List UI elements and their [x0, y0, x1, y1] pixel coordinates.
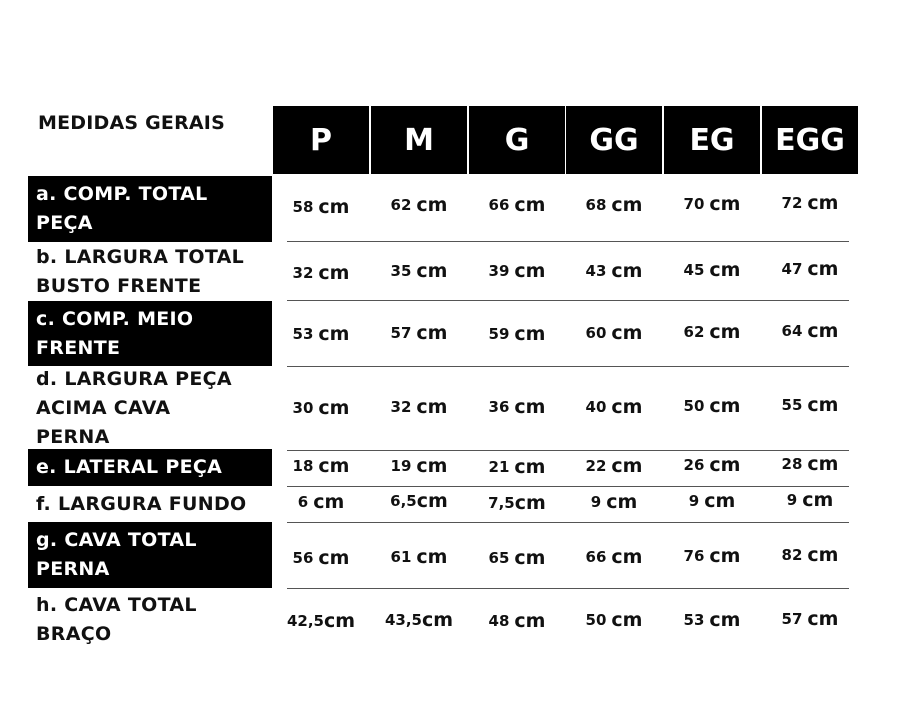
measurement-unit: cm	[802, 489, 834, 511]
measurement-cell	[761, 255, 859, 283]
measurement-value: 9	[688, 492, 700, 510]
measurement-unit: cm	[416, 490, 448, 512]
measurement-cell	[468, 191, 566, 219]
measurement-value: 21	[488, 458, 510, 476]
measurement-value: 62	[390, 196, 412, 214]
measurement-unit: cm	[318, 547, 350, 569]
measurement-cell	[468, 393, 566, 421]
measurement-value: 43	[585, 262, 607, 280]
measurement-unit: cm	[318, 262, 350, 284]
row-divider	[287, 300, 849, 301]
row-label-d: d. LARGURA PEÇA ACIMA CAVA PERNA	[28, 366, 272, 450]
measurement-value: 72	[781, 194, 803, 212]
measurement-value: 57	[390, 324, 412, 342]
measurement-cell	[370, 487, 468, 515]
measurement-cell	[272, 607, 370, 635]
measurement-cell	[663, 606, 761, 634]
measurement-cell	[565, 543, 663, 571]
measurement-unit: cm	[807, 320, 839, 342]
measurement-cell	[761, 450, 859, 478]
measurement-cell	[272, 452, 370, 480]
measurement-cell	[468, 544, 566, 572]
measurement-value: 6	[297, 493, 309, 511]
measurement-cell	[272, 544, 370, 572]
measurement-value: 60	[585, 324, 607, 342]
measurement-value: 19	[390, 457, 412, 475]
measurement-cell	[663, 451, 761, 479]
measurement-cell	[468, 489, 566, 517]
measurement-value: 61	[390, 548, 412, 566]
measurement-unit: cm	[416, 396, 448, 418]
measurement-cell	[468, 453, 566, 481]
measurement-unit: cm	[318, 196, 350, 218]
measurement-cell	[370, 393, 468, 421]
measurement-cell	[370, 606, 468, 634]
measurement-unit: cm	[416, 455, 448, 477]
measurement-unit: cm	[611, 194, 643, 216]
measurement-unit: cm	[709, 193, 741, 215]
row-label-g: g. CAVA TOTAL PERNA	[28, 522, 272, 588]
measurement-cell	[565, 257, 663, 285]
measurement-unit: cm	[514, 610, 546, 632]
measurement-unit: cm	[611, 260, 643, 282]
row-divider	[287, 450, 849, 451]
measurement-cell	[272, 488, 370, 516]
measurement-cell	[565, 452, 663, 480]
measurement-unit: cm	[709, 321, 741, 343]
measurement-unit: cm	[807, 608, 839, 630]
measurement-cell	[663, 190, 761, 218]
row-divider	[287, 588, 849, 589]
row-label-e: e. LATERAL PEÇA	[28, 449, 272, 486]
measurement-value: 6,5	[390, 492, 417, 510]
measurement-value: 36	[488, 398, 510, 416]
measurement-cell	[663, 487, 761, 515]
measurement-value: 48	[488, 612, 510, 630]
measurement-unit: cm	[318, 397, 350, 419]
measurement-cell	[565, 191, 663, 219]
measurement-unit: cm	[709, 609, 741, 631]
measurement-value: 30	[292, 399, 314, 417]
measurement-cell	[370, 319, 468, 347]
measurement-value: 50	[585, 611, 607, 629]
size-header-m: M	[371, 106, 467, 174]
measurement-value: 32	[292, 264, 314, 282]
measurement-unit: cm	[807, 544, 839, 566]
measurement-value: 22	[585, 457, 607, 475]
measurement-value: 82	[781, 546, 803, 564]
measurement-value: 39	[488, 262, 510, 280]
measurement-cell	[761, 605, 859, 633]
measurement-unit: cm	[323, 610, 356, 632]
measurement-unit: cm	[807, 394, 839, 416]
measurement-value: 58	[292, 198, 314, 216]
measurement-value: 68	[585, 196, 607, 214]
measurement-cell	[272, 259, 370, 287]
table-title: MEDIDAS GERAIS	[38, 112, 225, 134]
measurement-value: 9	[786, 491, 798, 509]
row-divider	[287, 241, 849, 242]
measurement-unit: cm	[514, 547, 546, 569]
size-header-gg: GG	[566, 106, 662, 174]
measurement-unit: cm	[416, 194, 448, 216]
measurement-value: 42,5	[286, 612, 324, 630]
measurement-value: 57	[781, 610, 803, 628]
measurement-value: 26	[683, 456, 705, 474]
measurement-unit: cm	[709, 545, 741, 567]
measurement-unit: cm	[611, 609, 643, 631]
measurement-cell	[272, 320, 370, 348]
measurement-unit: cm	[709, 454, 741, 476]
measurement-unit: cm	[421, 609, 454, 631]
measurement-value: 56	[292, 549, 314, 567]
size-header-eg: EG	[664, 106, 760, 174]
measurement-value: 66	[585, 548, 607, 566]
measurement-unit: cm	[318, 455, 350, 477]
measurement-cell	[272, 394, 370, 422]
measurement-cell	[370, 452, 468, 480]
measurement-unit: cm	[611, 396, 643, 418]
measurement-value: 47	[781, 260, 803, 278]
measurement-cell	[272, 193, 370, 221]
measurement-cell	[761, 486, 859, 514]
measurement-unit: cm	[514, 260, 546, 282]
measurement-value: 50	[683, 397, 705, 415]
measurement-cell	[565, 488, 663, 516]
measurement-cell	[761, 189, 859, 217]
measurement-unit: cm	[807, 192, 839, 214]
row-label-b: b. LARGURA TOTAL BUSTO FRENTE	[28, 243, 272, 301]
measurement-value: 65	[488, 549, 510, 567]
measurement-value: 59	[488, 325, 510, 343]
measurement-unit: cm	[514, 456, 546, 478]
measurement-unit: cm	[416, 322, 448, 344]
measurement-value: 43,5	[384, 611, 422, 629]
measurement-unit: cm	[313, 491, 345, 513]
measurement-unit: cm	[514, 194, 546, 216]
measurement-cell	[663, 392, 761, 420]
measurement-unit: cm	[416, 260, 448, 282]
measurement-value: 9	[590, 493, 602, 511]
measurement-unit: cm	[514, 396, 546, 418]
row-label-h: h. CAVA TOTAL BRAÇO	[28, 590, 272, 650]
measurement-unit: cm	[514, 323, 546, 345]
measurement-unit: cm	[611, 455, 643, 477]
measurement-value: 70	[683, 195, 705, 213]
measurement-value: 64	[781, 322, 803, 340]
measurement-unit: cm	[611, 322, 643, 344]
measurement-value: 35	[390, 262, 412, 280]
measurement-cell	[761, 391, 859, 419]
measurement-cell	[468, 257, 566, 285]
measurement-unit: cm	[709, 259, 741, 281]
measurement-value: 7,5	[488, 494, 515, 512]
measurement-value: 53	[292, 325, 314, 343]
measurement-unit: cm	[807, 258, 839, 280]
measurement-cell	[468, 607, 566, 635]
measurement-value: 18	[292, 457, 314, 475]
measurement-cell	[663, 256, 761, 284]
measurement-unit: cm	[704, 490, 736, 512]
row-label-c: c. COMP. MEIO FRENTE	[28, 301, 272, 367]
size-header-p: P	[273, 106, 369, 174]
measurement-cell	[761, 541, 859, 569]
measurement-unit: cm	[514, 492, 546, 514]
size-header-g: G	[469, 106, 565, 174]
measurement-value: 76	[683, 547, 705, 565]
measurement-value: 28	[781, 455, 803, 473]
size-header-egg: EGG	[762, 106, 858, 174]
measurement-cell	[468, 320, 566, 348]
measurement-cell	[370, 191, 468, 219]
measurement-cell	[370, 543, 468, 571]
row-label-a: a. COMP. TOTAL PEÇA	[28, 176, 272, 242]
measurement-value: 40	[585, 398, 607, 416]
row-divider	[287, 366, 849, 367]
row-label-f: f. LARGURA FUNDO	[28, 486, 272, 522]
measurement-value: 62	[683, 323, 705, 341]
measurement-unit: cm	[709, 395, 741, 417]
row-divider	[287, 486, 849, 487]
measurement-cell	[565, 606, 663, 634]
row-divider	[287, 522, 849, 523]
measurement-unit: cm	[416, 546, 448, 568]
measurement-unit: cm	[318, 323, 350, 345]
measurement-value: 45	[683, 261, 705, 279]
measurement-value: 53	[683, 611, 705, 629]
measurement-unit: cm	[611, 546, 643, 568]
measurement-value: 32	[390, 398, 412, 416]
measurement-cell	[663, 542, 761, 570]
measurement-value: 66	[488, 196, 510, 214]
measurement-unit: cm	[807, 453, 839, 475]
measurement-cell	[663, 318, 761, 346]
measurement-value: 55	[781, 396, 803, 414]
measurement-unit: cm	[606, 491, 638, 513]
measurement-cell	[565, 319, 663, 347]
measurement-cell	[761, 317, 859, 345]
measurement-cell	[370, 257, 468, 285]
measurement-cell	[565, 393, 663, 421]
